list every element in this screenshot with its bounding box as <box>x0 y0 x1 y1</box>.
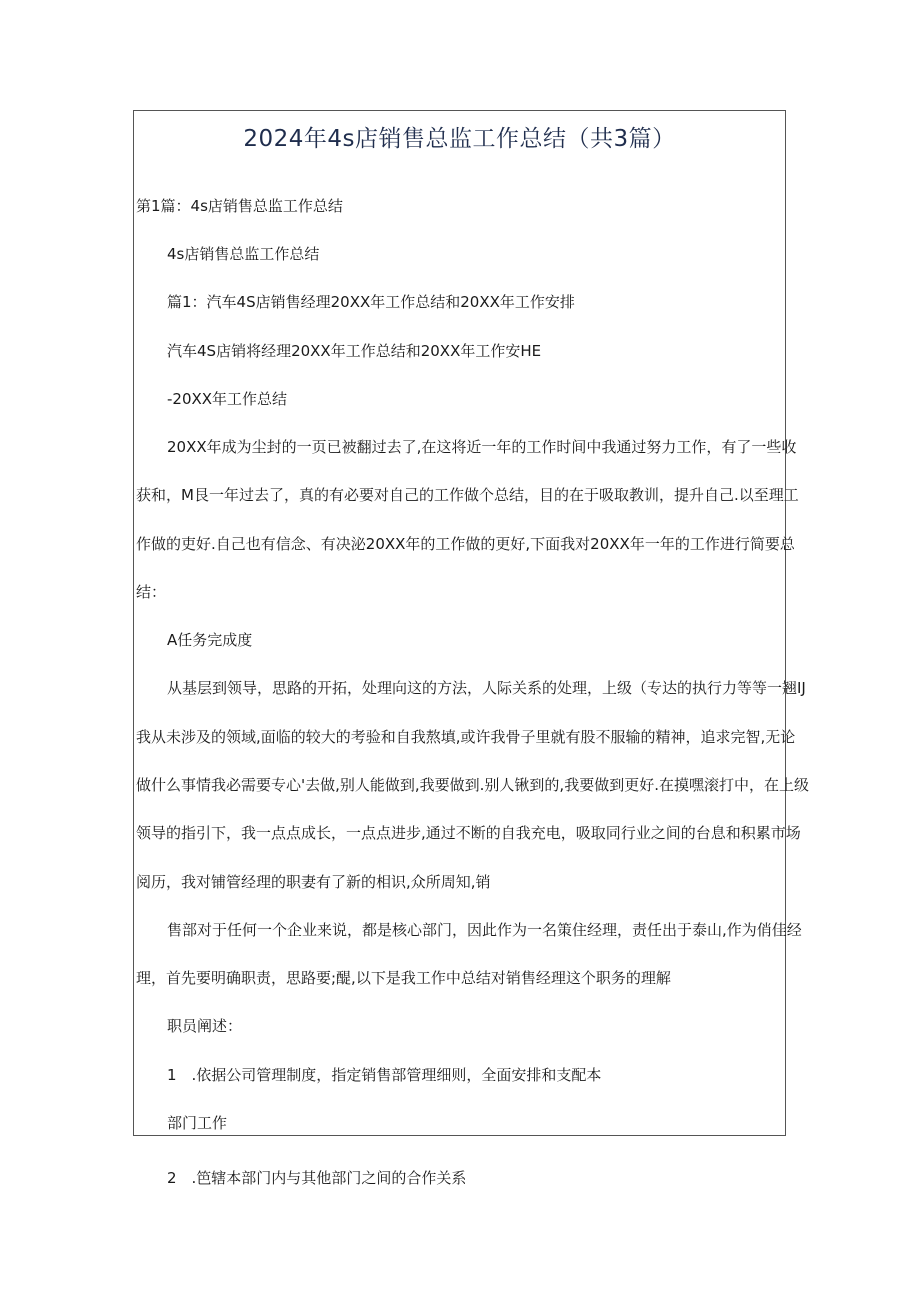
paragraph-line: 结： <box>136 583 167 601</box>
section-heading: 4s店销售总监工作总结 <box>167 245 320 263</box>
paragraph-line: 做什么事情我必需要专心'去做,别人能做到,我要做到.别人锹到的,我要做到更好.在摸嘿滚打中，在上级 <box>136 776 809 794</box>
paragraph-line: 理，首先要明确职责，思路要;醍,以下是我工作中总结对销售经理这个职务的理解 <box>136 969 671 987</box>
paragraph-line: 售部对于任何一个企业来说，都是核心部门，因此作为一名策住经理，责任出于泰山,作为俏佳经 <box>167 921 802 939</box>
summary-heading: -20XX年工作总结 <box>167 390 288 408</box>
paragraph-line: 从基层到领导，思路的开拓，处理向这的方法，人际关系的处理，上级（专达的执行力等等一翘IJ <box>167 679 806 697</box>
subtitle-line: 汽车4S店销将经理20XX年工作总结和20XX年工作安HE <box>167 342 542 360</box>
list-item-continuation: 部门工作 <box>167 1114 228 1132</box>
duties-heading: 职员阐述： <box>167 1017 243 1035</box>
list-item: 2 .笆辖本部门内与其他部门之间的合作关系 <box>167 1169 467 1187</box>
part-heading: 篇1：汽车4S店销售经理20XX年工作总结和20XX年工作安排 <box>167 293 575 311</box>
paragraph-line: 20XX年成为尘封的一页已被翻过去了,在这将近一年的工作时间中我通过努力工作，有了一些收 <box>167 438 797 456</box>
paragraph-line: 作做的吏好.自己也有信念、有决泌20XX年的工作做的更好,下面我对20XX年一年的工作进行简要总 <box>136 535 795 553</box>
chapter-heading: 第1篇：4s店销售总监工作总结 <box>136 197 343 215</box>
paragraph-line: 我从未涉及的领域,面临的较大的考验和自我熬填,或许我骨子里就有股不服输的精神，追求完智,无论 <box>136 728 796 746</box>
paragraph-line: 获和，M艮一年过去了，真的有必要对自己的工作做个总结，目的在于吸取教训，提升自己.以至理工 <box>136 486 799 504</box>
paragraph-line: 阅历，我对铺管经理的职妻有了新的相识,众所周知,销 <box>136 873 491 891</box>
document-title: 2024年4s店销售总监工作总结（共3篇） <box>243 126 676 152</box>
list-item: 1 .依据公司管理制度，指定销售部管理细则，全面安排和支配本 <box>167 1066 602 1084</box>
paragraph-line: 领导的指引下，我一点点成长，一点点进步,通过不断的自我充电，吸取同行业之间的台息和积累市场 <box>136 824 801 842</box>
task-heading: A任务完成度 <box>167 631 253 649</box>
